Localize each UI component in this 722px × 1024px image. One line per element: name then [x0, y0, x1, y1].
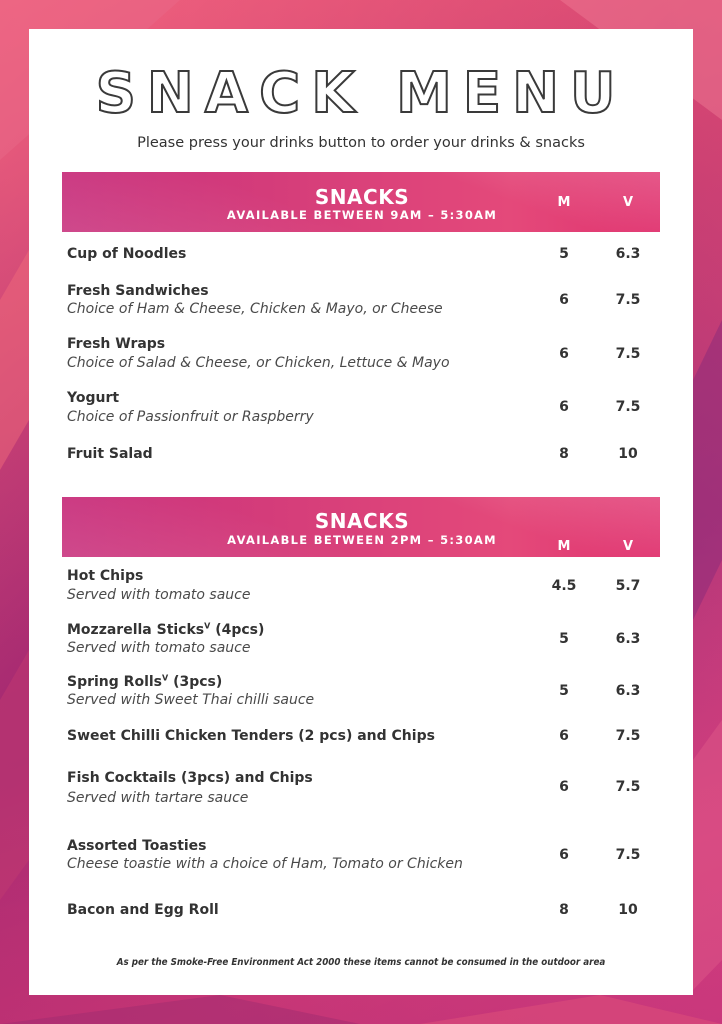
- menu-item-name: Fish Cocktails (3pcs) and Chips: [67, 770, 313, 786]
- menu-item-name: Fruit Salad: [67, 446, 153, 462]
- menu-item-description: Choice of Passionfruit or Raspberry: [67, 409, 314, 425]
- vegetarian-mark: V: [204, 621, 211, 631]
- menu-item-description: Served with tomato sauce: [67, 640, 251, 656]
- menu-item-name: Fresh Sandwiches: [67, 283, 209, 299]
- price-v: 6.3: [615, 683, 641, 699]
- price-v: 6.3: [615, 631, 641, 647]
- menu-item-name: Yogurt: [67, 390, 120, 406]
- column-header-m: M: [557, 539, 571, 554]
- section-availability: AVAILABLE BETWEEN 9AM – 5:30AM: [226, 208, 498, 222]
- price-m: 6: [559, 779, 569, 795]
- price-m: 5: [559, 631, 569, 647]
- menu-item-description: Served with Sweet Thai chilli sauce: [67, 692, 315, 708]
- price-m: 8: [559, 446, 569, 462]
- footnote: As per the Smoke-Free Environment Act 2000 these items cannot be consumed in the outdoor area: [116, 957, 606, 968]
- section-header-band: [62, 497, 660, 557]
- price-v: 10: [618, 902, 638, 918]
- menu-item-name: Hot Chips: [67, 568, 144, 584]
- price-v: 6.3: [615, 246, 641, 262]
- price-v: 7.5: [615, 779, 641, 795]
- price-v: 5.7: [615, 578, 641, 594]
- price-v: 7.5: [615, 292, 641, 308]
- price-v: 7.5: [615, 346, 641, 362]
- price-m: 4.5: [551, 578, 577, 594]
- menu-item-name: Mozzarella Sticks$^V$ (4pcs): [67, 621, 265, 638]
- section-header-band: [62, 172, 660, 232]
- price-v: 7.5: [615, 728, 641, 744]
- menu-item-name: Bacon and Egg Roll: [67, 902, 219, 918]
- column-header-v: V: [622, 195, 634, 210]
- price-m: 6: [559, 847, 569, 863]
- price-v: 10: [618, 446, 638, 462]
- price-m: 6: [559, 399, 569, 415]
- section-heading: SNACKS: [314, 185, 410, 209]
- price-m: 6: [559, 346, 569, 362]
- menu-item-name: Spring Rolls$^V$ (3pcs): [67, 673, 223, 690]
- menu-item-description: Choice of Ham & Cheese, Chicken & Mayo, or Cheese: [67, 301, 443, 317]
- vegetarian-mark: V: [162, 673, 169, 683]
- section-availability: AVAILABLE BETWEEN 2PM – 5:30AM: [227, 533, 497, 547]
- column-header-m: M: [557, 195, 571, 210]
- page-title: SNACK MENU: [95, 61, 627, 126]
- menu-item-name: Fresh Wraps: [67, 336, 166, 352]
- column-header-v: V: [622, 539, 634, 554]
- price-v: 7.5: [615, 847, 641, 863]
- price-m: 6: [559, 728, 569, 744]
- price-m: 6: [559, 292, 569, 308]
- menu-item-name: Assorted Toasties: [67, 838, 207, 854]
- price-v: 7.5: [615, 399, 641, 415]
- menu-item-name: Cup of Noodles: [67, 246, 187, 262]
- section-heading: SNACKS: [314, 509, 410, 533]
- menu-item-name: Sweet Chilli Chicken Tenders (2 pcs) and Chips: [67, 728, 435, 744]
- menu-item-description: Served with tartare sauce: [67, 790, 249, 806]
- price-m: 8: [559, 902, 569, 918]
- price-m: 5: [559, 246, 569, 262]
- menu-item-description: Served with tomato sauce: [67, 587, 251, 603]
- price-m: 5: [559, 683, 569, 699]
- page-subtitle: Please press your drinks button to order your drinks & snacks: [137, 135, 585, 151]
- menu-item-description: Cheese toastie with a choice of Ham, Tomato or Chicken: [67, 856, 463, 872]
- menu-item-description: Choice of Salad & Cheese, or Chicken, Lettuce & Mayo: [67, 355, 450, 371]
